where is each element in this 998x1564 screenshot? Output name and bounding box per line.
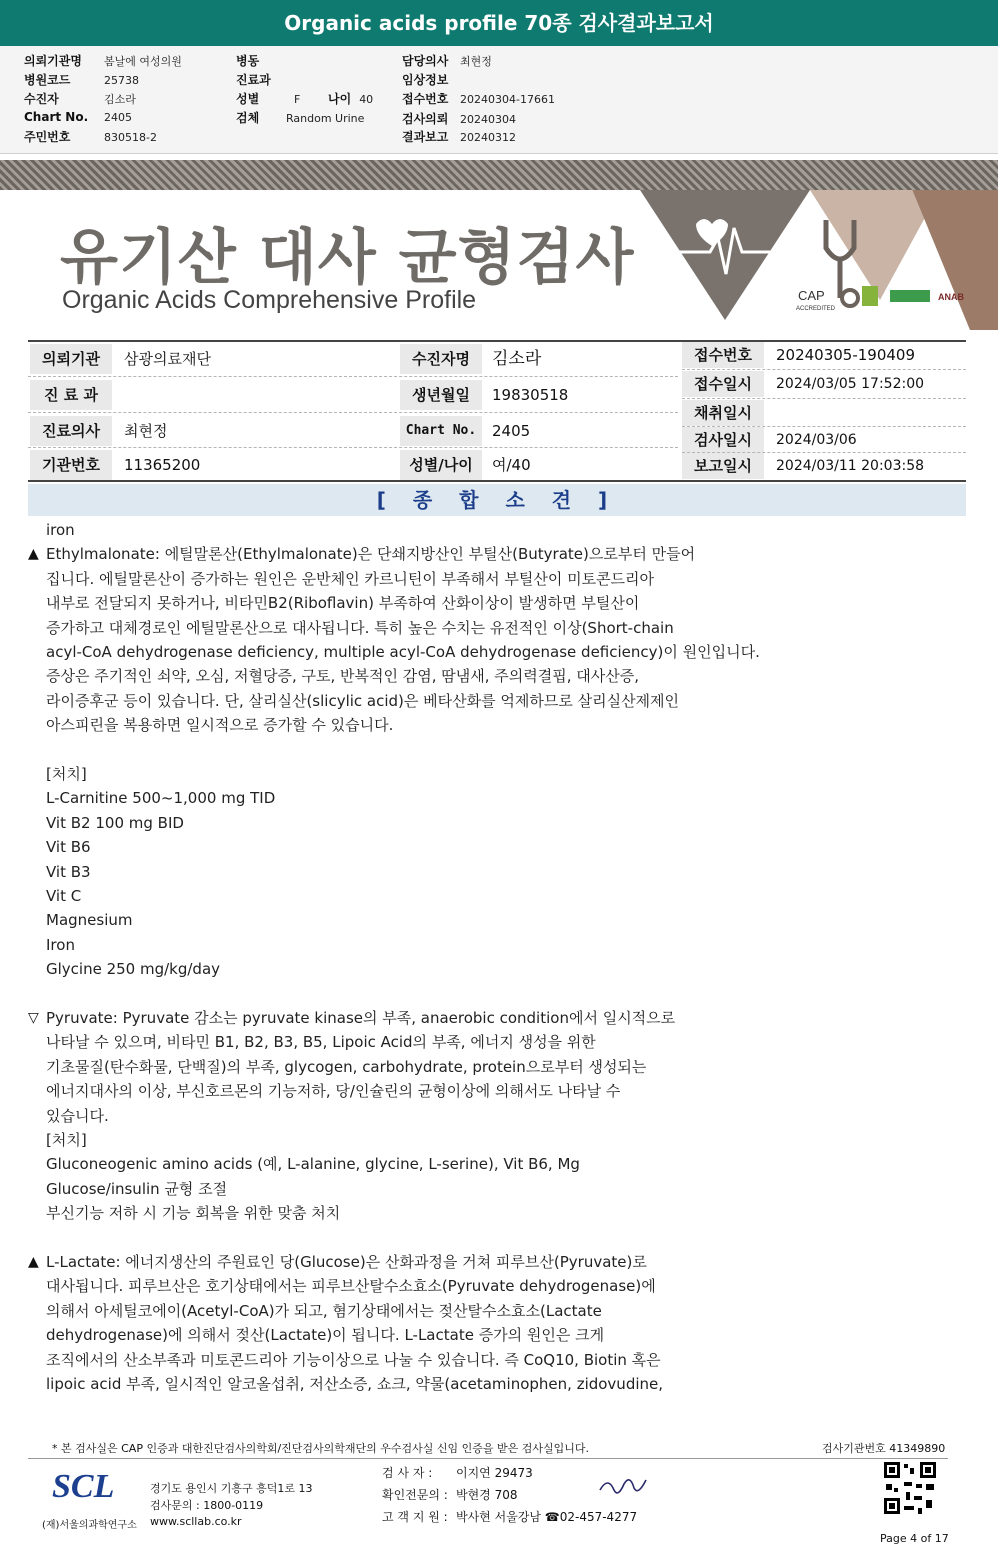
label-reported-at: 보고일시 (682, 453, 764, 479)
info-label: 성별 (236, 92, 260, 106)
label-physician: 진료의사 (30, 416, 112, 446)
accredited-badge: ACCREDITED (796, 306, 836, 312)
info-row (402, 52, 492, 69)
summary-line: 라이증후군 등이 있습니다. 단, 살리실산(slicylic acid)은 베타산화를 억제하므로 살리실산제제인 (46, 692, 680, 710)
info-label: 임상정보 (402, 73, 449, 87)
value-sex-age: 여/40 (492, 456, 531, 474)
info-row (402, 110, 516, 127)
footer-divider (28, 1458, 948, 1459)
label-chart-no: Chart No. (400, 416, 482, 446)
staff-label: 고 객 지 원 : (382, 1510, 448, 1524)
summary-line: 내부로 전달되지 못하거나, 비타민B2(Riboflavin) 부족하여 산화이상이 발생하면 부틸산이 (46, 594, 640, 612)
info-value: 김소라 (104, 93, 136, 106)
anab-badge: ANAB (938, 292, 964, 302)
staff-value: 이지연 29473 (456, 1466, 533, 1480)
info-row (402, 128, 516, 145)
summary-line: 아스피린을 복용하면 일시적으로 증가할 수 있습니다. (46, 716, 394, 734)
summary-line: 증가하고 대체경로인 에틸말론산으로 대사됩니다. 특히 높은 수치는 유전적인 이상(Short-chain (46, 619, 674, 637)
info-row (24, 90, 136, 107)
scl-logo: SCL (52, 1468, 115, 1505)
summary-line: Pyruvate: Pyruvate 감소는 pyruvate kinase의 부족, anaerobic condition에서 일시적으로 (46, 1009, 676, 1027)
summary-line: 의해서 아세틸코에이(Acetyl-CoA)가 되고, 혐기상태에서는 젖산탈수소효소(Lactate (46, 1302, 602, 1320)
staff-label: 검 사 자 : (382, 1466, 433, 1480)
staff-row (382, 1486, 518, 1503)
summary-line: [처치] (46, 765, 87, 783)
label-received-at: 접수일시 (682, 371, 764, 397)
value-birthdate: 19830518 (492, 386, 569, 404)
summary-line: Vit C (46, 887, 82, 905)
brand-artwork (640, 190, 998, 330)
info-row (24, 110, 132, 124)
brand-header (0, 190, 998, 330)
cap-badge: CAP (798, 288, 825, 303)
info-label: 결과보고 (402, 130, 449, 144)
label-collected-at: 채취일시 (682, 400, 764, 426)
summary-line: 부신기능 저하 시 기능 회복을 위한 맞춤 처치 (46, 1204, 341, 1222)
value-tested-at: 2024/03/06 (776, 432, 857, 448)
summary-line: 나타날 수 있으며, 비타민 B1, B2, B3, B5, Lipoic Acid의 부족, 에너지 생성을 위한 (46, 1033, 596, 1051)
info-row (236, 71, 286, 88)
info-row (236, 90, 300, 107)
info-row (24, 71, 139, 88)
summary-line: Magnesium (46, 911, 133, 929)
staff-row (382, 1508, 637, 1525)
value-physician: 최현정 (124, 422, 168, 440)
staff-row (382, 1464, 533, 1481)
summary-line: L-Carnitine 500~1,000 mg TID (46, 789, 276, 807)
summary-line: [처치] (46, 1131, 87, 1149)
label-tested-at: 검사일시 (682, 427, 764, 453)
website-link[interactable]: www.scllab.co.kr (150, 1515, 242, 1528)
info-label: 진료과 (236, 73, 271, 87)
info-label: 수진자 (24, 92, 59, 106)
info-value: 20240304-17661 (460, 93, 555, 106)
report-info-panel (0, 46, 998, 154)
page-number: Page 4 of 17 (880, 1532, 949, 1545)
label-institution-no: 기관번호 (30, 450, 112, 480)
info-value: 2405 (104, 111, 132, 124)
row-divider (682, 369, 966, 370)
info-label: 검사의뢰 (402, 112, 449, 126)
info-value: 20240312 (460, 131, 516, 144)
summary-line: iron (46, 521, 75, 539)
info-value: Random Urine (286, 112, 365, 125)
label-patient-name: 수진자명 (400, 344, 482, 374)
info-row (24, 128, 157, 145)
value-patient-name: 김소라 (492, 349, 542, 369)
info-value: 25738 (104, 74, 139, 87)
info-value: 830518-2 (104, 131, 157, 144)
age-value: 40 (359, 93, 374, 106)
staff-value: 박사현 서울강남 ☎02-457-4277 (456, 1510, 638, 1524)
info-row (328, 90, 373, 107)
decorative-stripe (0, 160, 998, 190)
row-divider (28, 447, 678, 448)
summary-line: 대사됩니다. 피루브산은 호기상태에서는 피루브산탈수소효소(Pyruvate dehydrogenase)에 (46, 1277, 656, 1295)
summary-line: 증상은 주기적인 쇠약, 오심, 저혈당증, 구토, 반복적인 감염, 땀냄새, 주의력결핍, 대사산증, (46, 667, 639, 685)
signature-icon (596, 1472, 656, 1502)
summary-line: 있습니다. (46, 1107, 109, 1125)
summary-line: lipoic acid 부족, 일시적인 알코올섭취, 저산소증, 쇼크, 약물(acetaminophen, zidovudine, (46, 1375, 664, 1393)
patient-info-table (28, 340, 966, 480)
value-chart-no: 2405 (492, 422, 531, 440)
kola-logo (890, 290, 930, 302)
summary-line: Vit B3 (46, 863, 91, 881)
decrease-marker-icon: ▽ (28, 1010, 39, 1026)
staff-label: 확인전문의 : (382, 1488, 448, 1502)
increase-marker-icon: ▲ (28, 1254, 39, 1270)
info-row (402, 90, 555, 107)
info-label: 병동 (236, 54, 260, 68)
info-label: 검체 (236, 111, 260, 125)
brand-title-en: Organic Acids Comprehensive Profile (62, 286, 477, 314)
age-label: 나이 (328, 92, 352, 106)
label-birthdate: 생년월일 (400, 380, 482, 410)
org-address: 경기도 용인시 기흥구 흥덕1로 13 (150, 1482, 313, 1495)
label-accession-no: 접수번호 (682, 342, 764, 368)
info-label: 주민번호 (24, 130, 71, 144)
value-institution-no: 11365200 (124, 456, 201, 474)
info-label: 접수번호 (402, 92, 449, 106)
org-name: (재)서울의과학연구소 (42, 1520, 137, 1531)
value-accession-no: 20240305-190409 (776, 346, 916, 364)
summary-line: 집니다. 에틸말론산이 증가하는 원인은 운반체인 카르니틴이 부족해서 부틸산이 미토콘드리아 (46, 570, 655, 588)
value-reported-at: 2024/03/11 20:03:58 (776, 458, 925, 474)
summary-line: Iron (46, 936, 75, 954)
info-label: 의뢰기관명 (24, 54, 82, 68)
label-sex-age: 성별/나이 (400, 450, 482, 480)
summary-line: 조직에서의 산소부족과 미토콘드리아 기능이상으로 나눌 수 있습니다. 즉 CoQ10, Biotin 혹은 (46, 1351, 661, 1369)
summary-line: L-Lactate: 에너지생산의 주원료인 당(Glucose)은 산화과정을 거쳐 피루브산(Pyruvate)로 (46, 1253, 647, 1271)
lm-logo (862, 286, 878, 306)
info-label: 병원코드 (24, 73, 71, 87)
summary-line: Gluconeogenic amino acids (예, L-alanine, glycine, L-serine), Vit B6, Mg (46, 1155, 580, 1173)
info-value: 최현정 (460, 55, 492, 68)
row-divider (28, 376, 678, 377)
label-department: 진 료 과 (30, 380, 112, 410)
summary-line: Glycine 250 mg/kg/day (46, 960, 221, 978)
info-row (236, 109, 364, 126)
qr-code-icon (882, 1460, 938, 1516)
summary-line: Glucose/insulin 균형 조절 (46, 1180, 228, 1198)
report-footer (0, 1430, 998, 1564)
summary-line: Vit B2 100 mg BID (46, 814, 184, 832)
summary-line: Ethylmalonate: 에틸말론산(Ethylmalonate)은 단쇄지방산인 부틸산(Butyrate)으로부터 만들어 (46, 545, 696, 563)
institution-number: 검사기관번호 41349890 (822, 1442, 946, 1455)
info-value: F (294, 93, 301, 106)
summary-line: 기초물질(탄수화물, 단백질)의 부족, glycogen, carbohydrate, protein으로부터 생성되는 (46, 1058, 647, 1076)
label-requesting-org: 의뢰기관 (30, 344, 112, 374)
accreditation-note: * 본 검사실은 CAP 인증과 대한진단검사의학회/진단검사의학재단의 우수검사실 신임 인증을 받은 검사실입니다. (52, 1442, 590, 1455)
info-row (236, 52, 286, 69)
summary-line: dehydrogenase)에 의해서 젖산(Lactate)이 됩니다. L-Lactate 증가의 원인은 크게 (46, 1326, 605, 1344)
summary-line: acyl-CoA dehydrogenase deficiency, multiple acyl-CoA dehydrogenase deficiency)이 원인입니다. (46, 643, 760, 661)
summary-line: 에너지대사의 이상, 부신호르몬의 기능저하, 당/인슐린의 균형이상에 의해서도 나타날 수 (46, 1082, 621, 1100)
increase-marker-icon: ▲ (28, 546, 39, 562)
triangle-shape (640, 190, 810, 320)
value-received-at: 2024/03/05 17:52:00 (776, 376, 925, 392)
report-title: Organic acids profile 70종 검사결과보고서 (0, 0, 998, 46)
info-value: 봄날에 여성의원 (104, 55, 182, 68)
info-label: 담당의사 (402, 54, 449, 68)
row-divider (682, 452, 966, 453)
info-row (402, 71, 452, 88)
summary-line: Vit B6 (46, 838, 91, 856)
row-divider (682, 426, 966, 427)
info-row (24, 52, 182, 69)
brand-title-ko: 유기산 대사 균형검사 (60, 223, 635, 293)
staff-value: 박현경 708 (456, 1488, 518, 1502)
info-label: Chart No. (24, 110, 89, 124)
table-bottom-rule (28, 480, 966, 482)
info-value: 20240304 (460, 113, 516, 126)
value-requesting-org: 삼광의료재단 (124, 350, 211, 368)
summary-section-title: [ 종 합 소 견 ] (28, 484, 966, 516)
stethoscope-bell-icon (842, 290, 858, 306)
row-divider (28, 412, 678, 413)
row-divider (682, 398, 966, 399)
inquiry-phone: 검사문의 : 1800-0119 (150, 1499, 264, 1512)
